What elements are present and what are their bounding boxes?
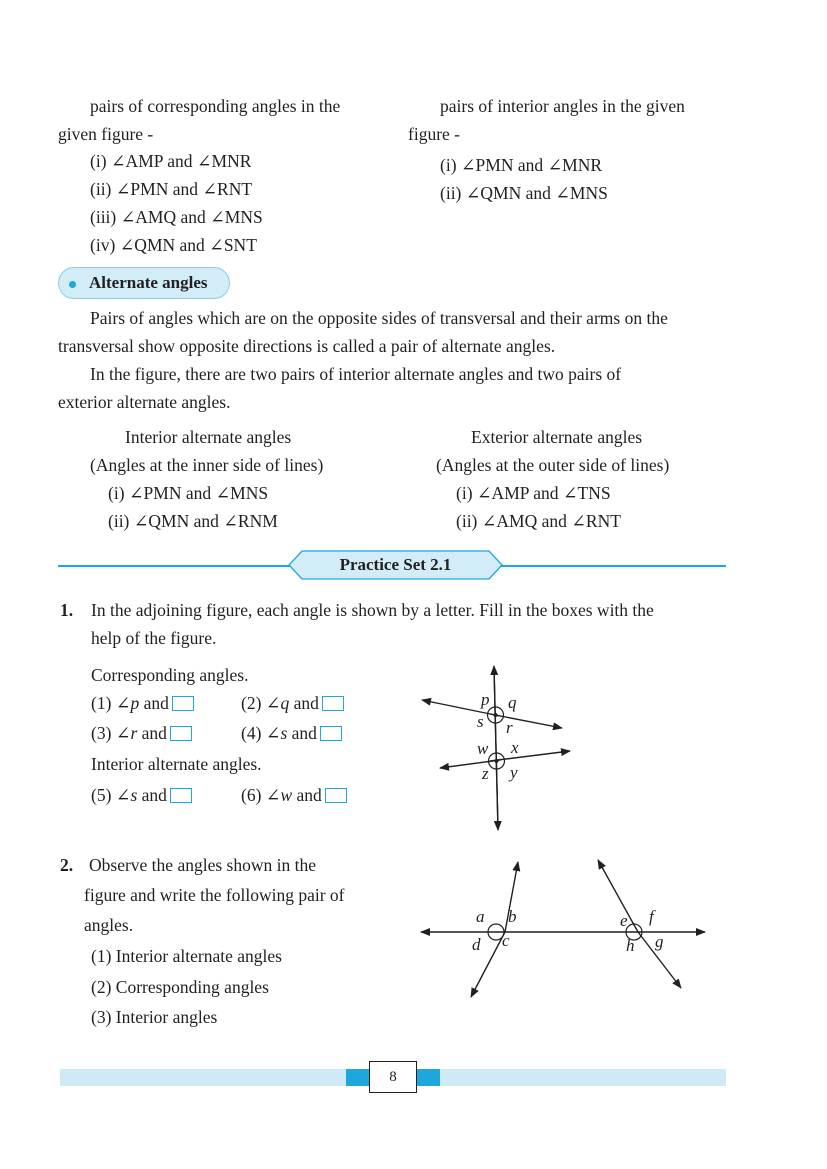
q1-item-3 bbox=[91, 723, 192, 744]
angle-label: b bbox=[508, 907, 517, 926]
q1-item-1 bbox=[91, 693, 194, 714]
q1-number: 1. bbox=[60, 600, 74, 620]
item-var: p bbox=[130, 693, 140, 713]
intersection-dot bbox=[494, 713, 498, 717]
paragraph-line: In the figure, there are two pairs of interior alternate angles and two pairs of bbox=[90, 364, 622, 384]
item-prefix: (4) ∠ bbox=[241, 723, 281, 743]
footer-accent bbox=[346, 1069, 370, 1086]
angle-label: w bbox=[477, 739, 489, 758]
section-title: Alternate angles bbox=[89, 273, 208, 292]
q2-item: (3) Interior angles bbox=[91, 1007, 218, 1027]
item-prefix: (5) ∠ bbox=[91, 785, 131, 805]
left-col-item: (iv) ∠QMN and ∠SNT bbox=[90, 235, 257, 255]
q1-item-4 bbox=[241, 723, 342, 744]
paragraph-line: exterior alternate angles. bbox=[58, 392, 231, 412]
practice-title: Practice Set 2.1 bbox=[339, 555, 452, 574]
intersection-dot bbox=[495, 759, 499, 763]
answer-box[interactable] bbox=[322, 696, 344, 711]
angle-label: f bbox=[649, 907, 654, 926]
right-col-line2: figure - bbox=[408, 124, 460, 144]
paragraph-line: Pairs of angles which are on the opposite sides of transversal and their arms on the bbox=[90, 308, 668, 328]
section-heading-pill bbox=[58, 267, 230, 299]
q2-item: (2) Corresponding angles bbox=[91, 977, 269, 997]
bullet-icon bbox=[69, 281, 76, 288]
angle-label: s bbox=[477, 712, 484, 731]
transversal-line bbox=[494, 668, 498, 830]
exterior-item: (i) ∠AMP and ∠TNS bbox=[456, 483, 611, 503]
q2-number: 2. bbox=[60, 855, 74, 875]
angle-label: c bbox=[502, 931, 510, 950]
left-col-item: (i) ∠AMP and ∠MNR bbox=[90, 151, 252, 171]
angle-label: g bbox=[655, 932, 664, 951]
item-suffix: and bbox=[292, 785, 322, 805]
left-col-line1: pairs of corresponding angles in the bbox=[90, 96, 341, 116]
right-col-item: (i) ∠PMN and ∠MNR bbox=[440, 155, 603, 175]
q1-line2: help of the figure. bbox=[91, 628, 217, 648]
angle-label: d bbox=[472, 935, 481, 954]
item-var: q bbox=[280, 693, 290, 713]
item-var: w bbox=[280, 785, 293, 805]
angle-label: e bbox=[620, 911, 628, 930]
item-prefix: (6) ∠ bbox=[241, 785, 281, 805]
item-var: r bbox=[130, 723, 138, 743]
interior-sub: (Angles at the inner side of lines) bbox=[90, 455, 324, 475]
angle-label: p bbox=[481, 690, 490, 709]
q2-line1: Observe the angles shown in the bbox=[89, 855, 316, 875]
practice-banner bbox=[288, 550, 503, 580]
footer-accent bbox=[416, 1069, 440, 1086]
angle-label: r bbox=[506, 718, 513, 737]
exterior-heading: Exterior alternate angles bbox=[471, 427, 643, 447]
q2-line3: angles. bbox=[84, 915, 134, 935]
left-col-item: (ii) ∠PMN and ∠RNT bbox=[90, 179, 253, 199]
answer-box[interactable] bbox=[320, 726, 342, 741]
angle-label: x bbox=[511, 738, 519, 757]
answer-box[interactable] bbox=[325, 788, 347, 803]
answer-box[interactable] bbox=[170, 726, 192, 741]
q2-line2: figure and write the following pair of bbox=[84, 885, 345, 905]
left-col-line2: given figure - bbox=[58, 124, 154, 144]
item-var: s bbox=[130, 785, 138, 805]
item-prefix: (3) ∠ bbox=[91, 723, 131, 743]
answer-box[interactable] bbox=[172, 696, 194, 711]
interior-item: (ii) ∠QMN and ∠RNM bbox=[108, 511, 278, 531]
item-suffix: and bbox=[137, 723, 167, 743]
angle-label: y bbox=[510, 763, 518, 782]
angle-label: h bbox=[626, 936, 635, 955]
left-col-item: (iii) ∠AMQ and ∠MNS bbox=[90, 207, 263, 227]
angle-label: z bbox=[482, 764, 489, 783]
item-prefix: (1) ∠ bbox=[91, 693, 131, 713]
q2-figure bbox=[415, 850, 715, 1010]
interior-item: (i) ∠PMN and ∠MNS bbox=[108, 483, 269, 503]
item-var: s bbox=[280, 723, 288, 743]
transversal-b bbox=[598, 860, 638, 932]
page-number: 8 bbox=[369, 1061, 417, 1093]
item-suffix: and bbox=[139, 693, 169, 713]
q1-item-6 bbox=[241, 785, 347, 806]
q1-item-5 bbox=[91, 785, 192, 806]
exterior-item: (ii) ∠AMQ and ∠RNT bbox=[456, 511, 621, 531]
item-suffix: and bbox=[137, 785, 167, 805]
q1-interior-heading: Interior alternate angles. bbox=[91, 754, 262, 774]
answer-box[interactable] bbox=[170, 788, 192, 803]
item-suffix: and bbox=[287, 723, 317, 743]
right-col-item: (ii) ∠QMN and ∠MNS bbox=[440, 183, 608, 203]
paragraph-line: transversal show opposite directions is called a pair of alternate angles. bbox=[58, 336, 556, 356]
exterior-sub: (Angles at the outer side of lines) bbox=[436, 455, 670, 475]
angle-label: q bbox=[508, 693, 517, 712]
item-prefix: (2) ∠ bbox=[241, 693, 281, 713]
interior-heading: Interior alternate angles bbox=[125, 427, 292, 447]
item-suffix: and bbox=[289, 693, 319, 713]
right-col-line1: pairs of interior angles in the given bbox=[440, 96, 685, 116]
q1-line1: In the adjoining figure, each angle is shown by a letter. Fill in the boxes with the bbox=[91, 600, 654, 620]
q2-item: (1) Interior alternate angles bbox=[91, 946, 282, 966]
angle-label: a bbox=[476, 907, 485, 926]
q1-item-2 bbox=[241, 693, 344, 714]
q1-corresponding-heading: Corresponding angles. bbox=[91, 665, 249, 685]
q1-figure bbox=[410, 660, 580, 840]
